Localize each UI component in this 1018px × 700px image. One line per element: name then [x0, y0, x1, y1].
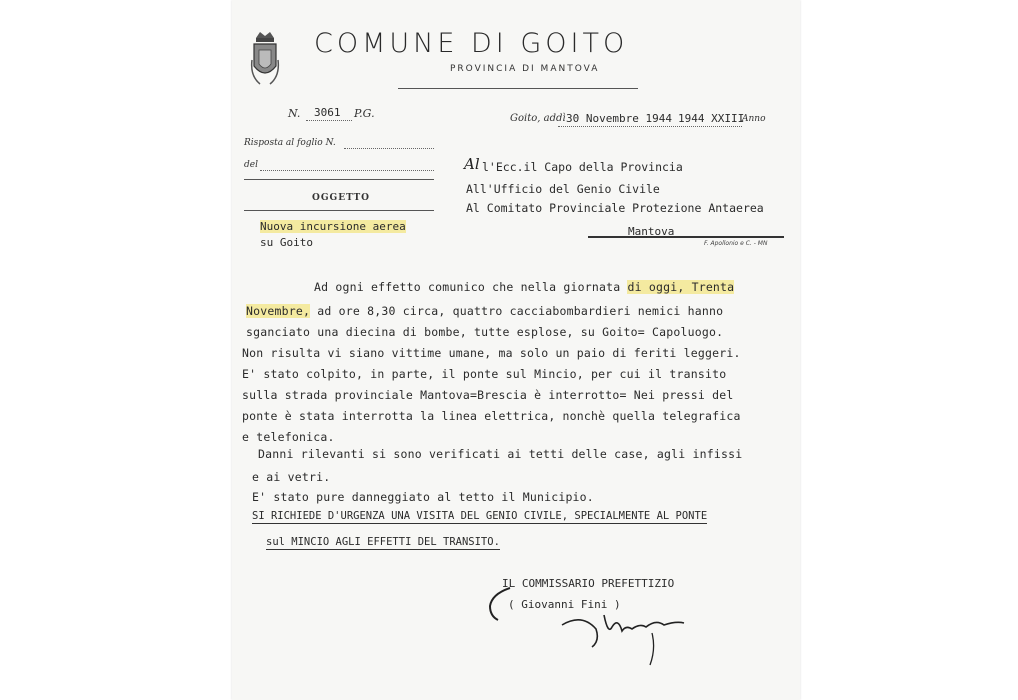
body-line-1-highlight: di oggi, Trenta	[627, 280, 735, 294]
dateline-date: 30 Novembre 1944	[566, 112, 672, 125]
body-line-10: e ai vetri.	[252, 470, 331, 484]
printer-mark: F. Apollonio e C. - MN	[704, 240, 768, 247]
letter-page	[232, 0, 800, 700]
body-line-2	[246, 304, 723, 318]
recipient-line-3: Al Comitato Provinciale Protezione Antaerea	[466, 201, 764, 215]
body-line-8: e telefonica.	[242, 430, 335, 444]
reply-rule	[244, 179, 434, 180]
coat-of-arms-icon	[250, 30, 280, 90]
body-line-1-text: Ad ogni effetto comunico che nella giornata	[314, 280, 621, 294]
body-line-12: SI RICHIEDE D'URGENZA UNA VISITA DEL GENIO CIVILE, SPECIALMENTE AL PONTE	[252, 510, 708, 522]
body-line-1	[314, 280, 734, 294]
protocol-number-value: 3061	[314, 106, 341, 119]
body-line-9: Danni rilevanti si sono verificati ai tetti delle case, agli infissi	[258, 447, 743, 461]
dateline-dotline	[558, 126, 742, 127]
recipient-line-2: All'Ufficio del Genio Civile	[466, 182, 660, 196]
body-line-5: E' stato colpito, in parte, il ponte sul Mincio, per cui il transito	[242, 367, 727, 381]
body-line-7: ponte è stata interrotta la linea elettrica, nonchè quella telegrafica	[242, 409, 741, 423]
handwritten-signature	[552, 605, 702, 677]
subject-line-2: su Goito	[260, 236, 313, 249]
reply-del-dotline	[260, 170, 434, 171]
body-line-6: sulla strada provinciale Mantova=Brescia è interrotto= Nei pressi del	[242, 388, 734, 402]
recipient-rule	[588, 236, 784, 238]
municipality-title: COMUNE DI GOITO	[314, 28, 629, 59]
body-line-2-text: ad ore 8,30 circa, quattro cacciabombardieri nemici hanno	[310, 304, 724, 318]
dateline-anno-label: Anno	[742, 114, 766, 124]
recipient-city: Mantova	[628, 225, 675, 238]
recipient-prefix: Al	[464, 155, 480, 173]
subject-label: OGGETTO	[312, 193, 370, 203]
subject-rule	[244, 210, 434, 211]
header-rule	[398, 88, 638, 89]
recipient-line-1: l'Ecc.il Capo della Provincia	[482, 160, 683, 174]
subject-line-1: Nuova incursione aerea	[260, 220, 406, 233]
body-line-13: sul MINCIO AGLI EFFETTI DEL TRANSITO.	[266, 536, 500, 548]
body-line-11: E' stato pure danneggiato al tetto il Municipio.	[252, 490, 594, 504]
protocol-pg-label: P.G.	[354, 107, 375, 120]
reply-label: Risposta al foglio N.	[244, 138, 336, 148]
reply-del-label: del	[244, 160, 258, 170]
protocol-number-label: N.	[288, 107, 301, 120]
province-subtitle: PROVINCIA DI MANTOVA	[450, 64, 600, 74]
signature-name: ( Giovanni Fini )	[508, 598, 621, 611]
body-line-2-highlight: Novembre,	[246, 304, 311, 318]
protocol-dotline	[306, 120, 352, 121]
reply-dotline	[344, 148, 434, 149]
body-line-4: Non risulta vi siano vittime umane, ma solo un paio di feriti leggeri.	[242, 346, 741, 360]
dateline-year: 1944 XXIII	[678, 112, 745, 125]
signature-brace-icon	[486, 584, 516, 624]
signature-role: IL COMMISSARIO PREFETTIZIO	[502, 577, 675, 590]
dateline-place: Goito, addì	[510, 113, 566, 124]
body-line-3: sganciato una diecina di bombe, tutte esplose, su Goito= Capoluogo.	[246, 325, 724, 339]
